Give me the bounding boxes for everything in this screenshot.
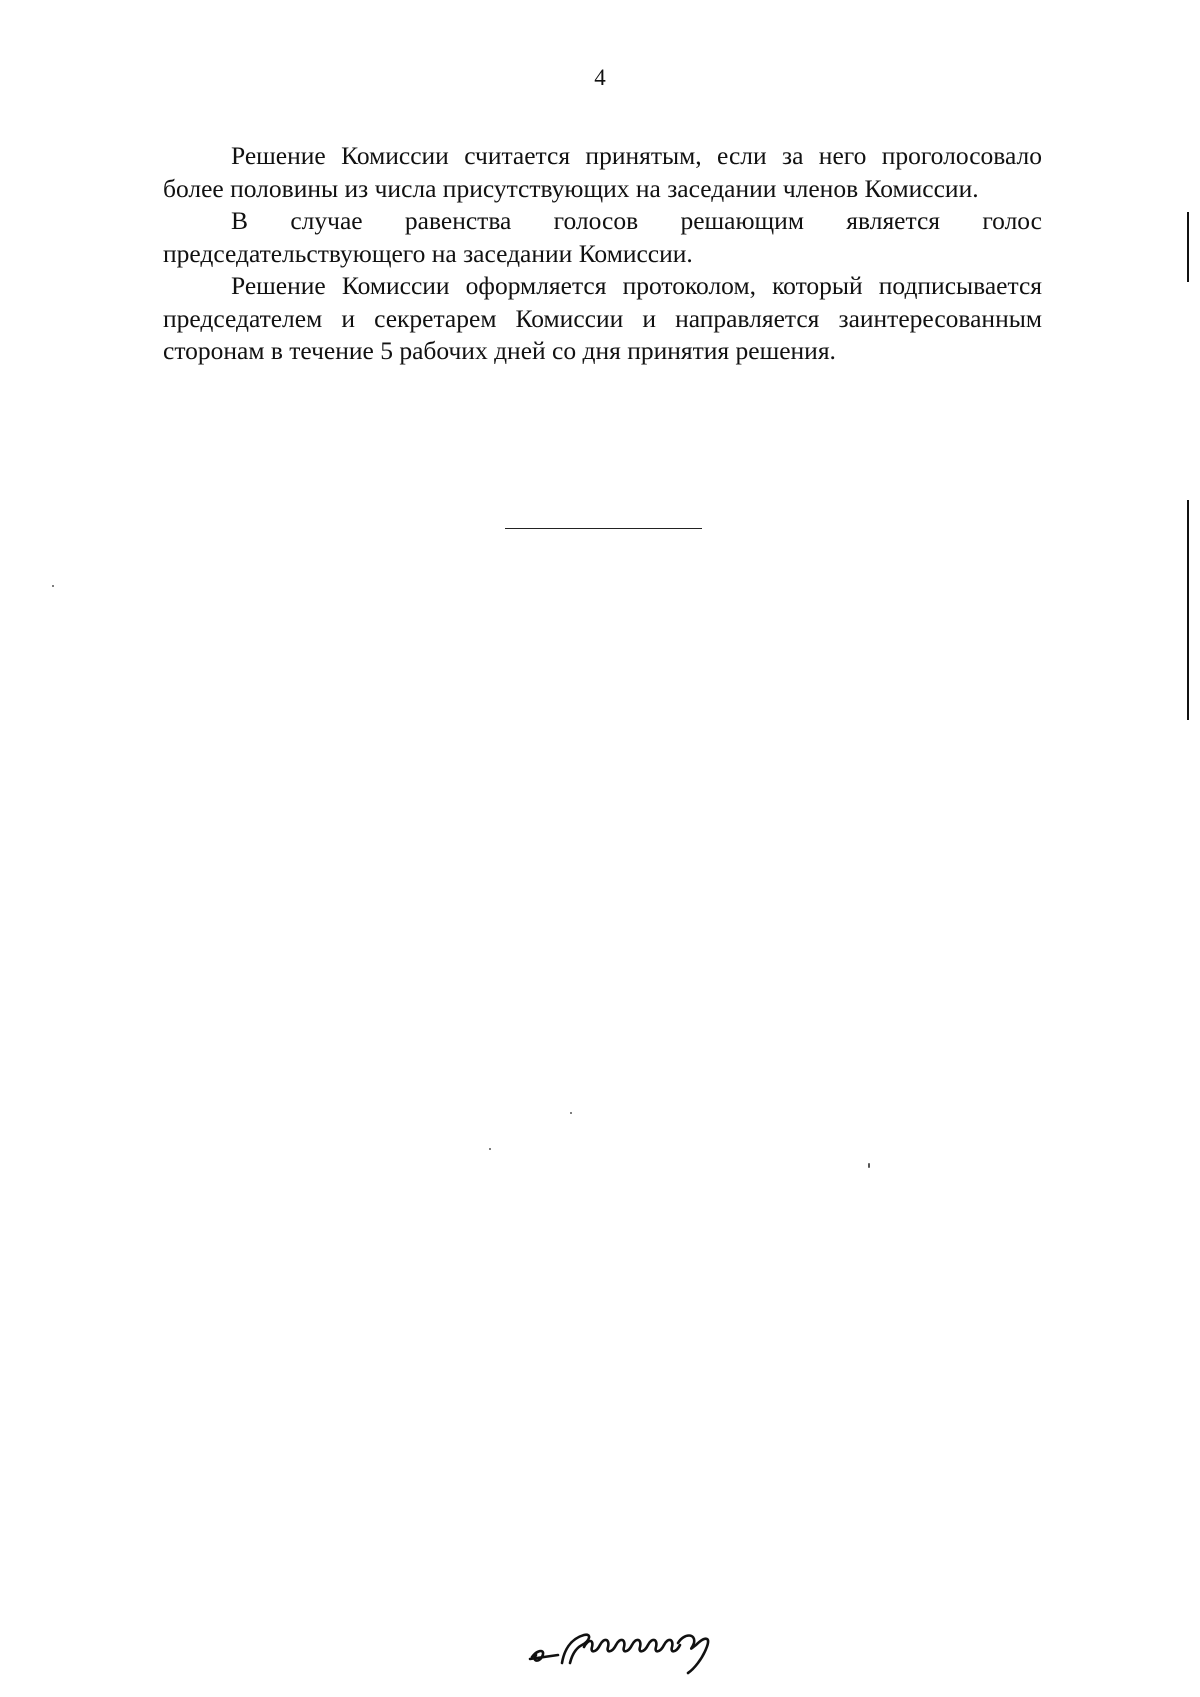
scan-speck <box>489 1148 491 1150</box>
page-number: 4 <box>594 65 606 90</box>
signature <box>528 1615 738 1675</box>
end-of-text-rule <box>505 528 702 529</box>
paragraph-protocol: Решение Комиссии оформляется протоколом, который подписывается председателем и секретарем Комиссии и направляется заинтересованным сторонам в течение 5 рабочих дней со дня принятия решения. <box>163 271 1042 365</box>
document-body <box>163 140 1042 368</box>
scan-speck <box>52 585 54 587</box>
paragraph-decision-adopted: Решение Комиссии считается принятым, если за него проголосовало более половины из числа присутствующих на заседании членов Комиссии. <box>163 141 1042 203</box>
scan-speck <box>570 1112 572 1114</box>
scan-edge-mark <box>1187 500 1189 720</box>
scan-edge-mark <box>1187 212 1189 282</box>
paragraph-tie-vote: В случае равенства голосов решающим является голос председательствующего на заседании Комиссии. <box>163 206 1042 268</box>
scan-speck <box>868 1163 870 1168</box>
